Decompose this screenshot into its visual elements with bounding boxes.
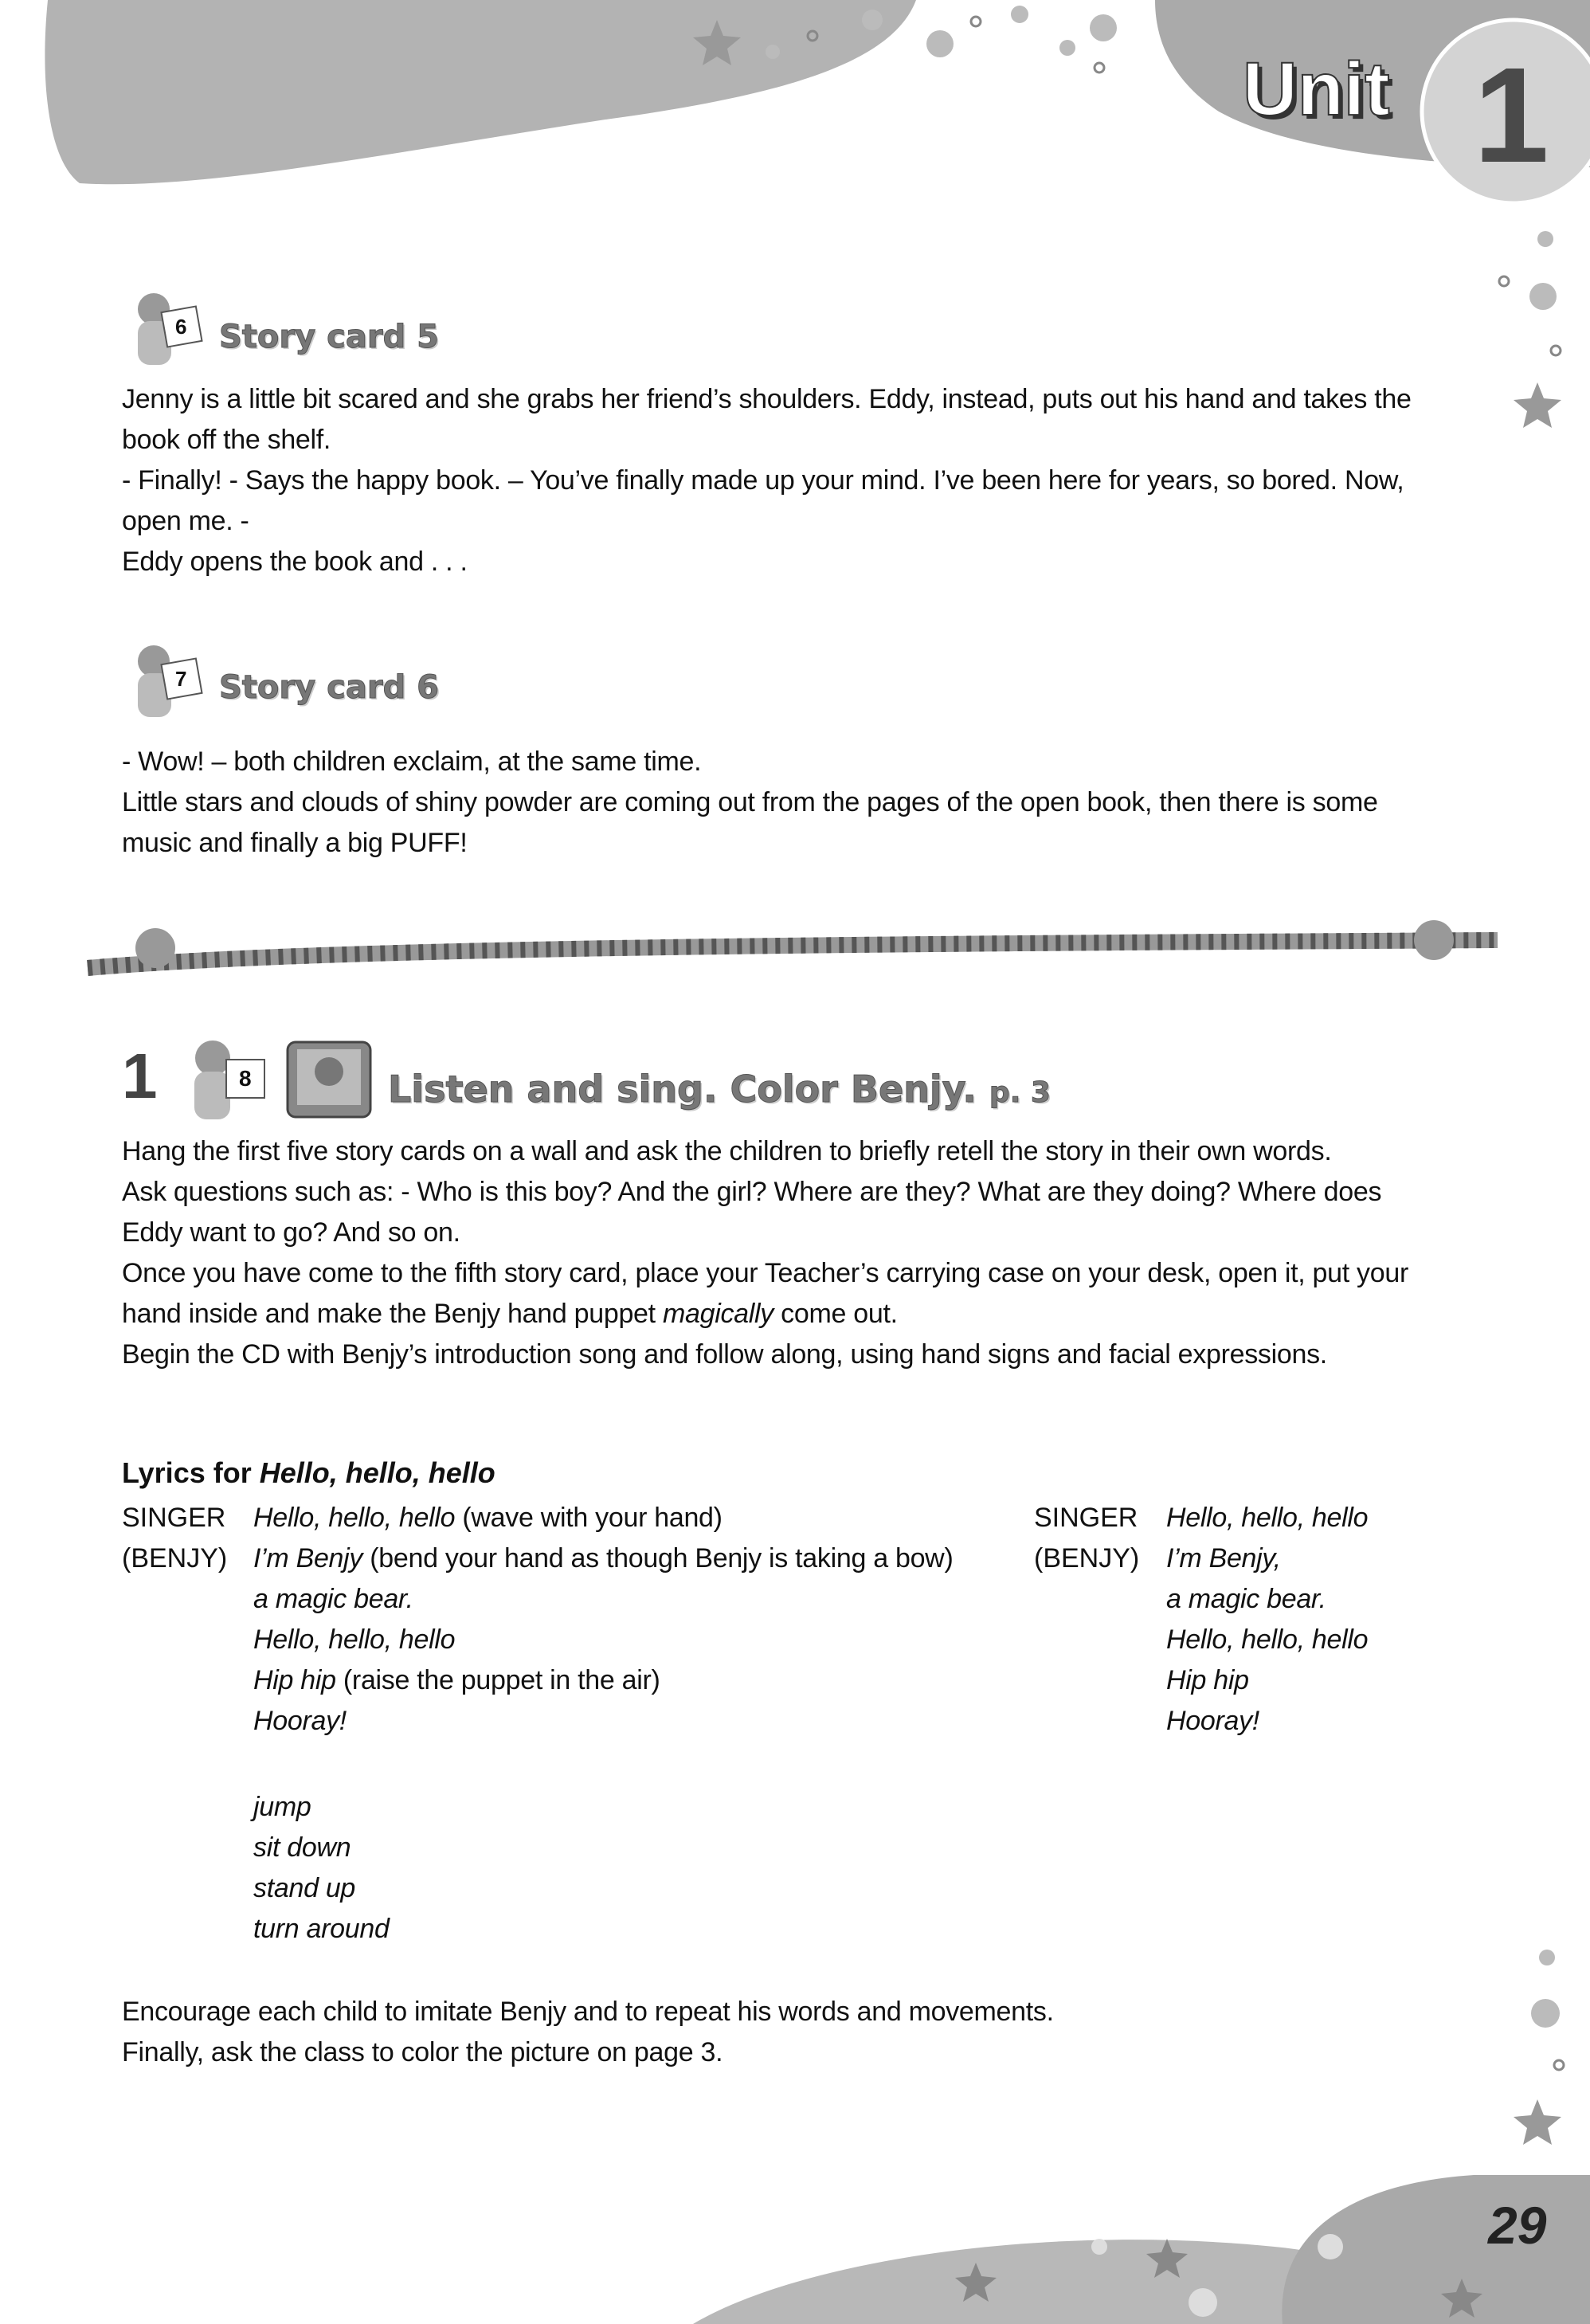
lyrics-left-column (253, 1498, 953, 1742)
benjy-label: (BENJY) (1034, 1543, 1140, 1574)
lyric-line (253, 1660, 953, 1701)
lyric-direction: (wave with your hand) (455, 1503, 723, 1533)
top-left-swoosh (45, 0, 916, 184)
unit-label: Unit (1243, 47, 1390, 131)
paragraph-line: Hang the first five story cards on a wall and ask the children to briefly retell the story in their own words. (122, 1136, 1332, 1166)
paragraph-line: Ask questions such as: - Who is this boy? And the girl? Where are they? What are they doing? Where does Eddy want to go? And so on. (122, 1177, 1382, 1248)
bear-track-icon (126, 289, 203, 367)
story-card-title: Story card 6 (219, 669, 439, 706)
variation-line: jump (253, 1792, 311, 1822)
activity-number: 1 (122, 1041, 158, 1111)
track-number: 7 (175, 667, 187, 691)
song-title: Hello, hello, hello (259, 1456, 495, 1489)
lyric-line (253, 1498, 953, 1538)
variation-line: stand up (253, 1873, 356, 1903)
story-card-text (122, 742, 1428, 864)
lyric-text: I’m Benjy (253, 1543, 363, 1574)
paragraph-line: Encourage each child to imitate Benjy and to repeat his words and movements. (122, 1997, 1054, 2027)
lyrics-variations (253, 1787, 390, 1950)
activity-title (388, 1068, 1051, 1111)
story-card-text (122, 379, 1428, 582)
text-run: magically (662, 1299, 773, 1329)
page-reference: p. 3 (989, 1076, 1051, 1109)
lyric-line (253, 1701, 953, 1742)
lyric-line: Hooray! (1166, 1706, 1259, 1736)
paragraph-line: Little stars and clouds of shiny powder are coming out from the pages of the open book, then there is some music and finally a big PUFF! (122, 787, 1378, 858)
track-number: 8 (239, 1066, 252, 1091)
bear-track-icon (185, 1036, 268, 1122)
text-run: come out. (781, 1299, 898, 1329)
singer-label: SINGER (1034, 1503, 1138, 1533)
bear-track-icon (126, 641, 203, 719)
paragraph-line: Eddy opens the book and . . . (122, 547, 468, 577)
lyric-direction: (raise the puppet in the air) (335, 1665, 660, 1695)
lyric-text: a magic bear. (253, 1584, 413, 1614)
lyric-line: Hello, hello, hello (1166, 1503, 1369, 1533)
paragraph-line: Begin the CD with Benjy’s introduction song and follow along, using hand signs and facial expressions. (122, 1339, 1327, 1370)
paragraph-line: - Finally! - Says the happy book. – You’ve finally made up your mind. I’ve been here for years, so bored. Now, open me. - (122, 465, 1404, 536)
lyric-line (253, 1579, 953, 1620)
picture-book-icon (285, 1040, 373, 1119)
text-run: Once you have come to the fifth story card, place your Teacher’s carrying case on your desk, open it, put your hand inside and make the Benjy hand puppet (122, 1258, 1408, 1329)
paragraph-line: Finally, ask the class to color the picture on page 3. (122, 2037, 723, 2067)
variation-line: sit down (253, 1832, 351, 1863)
lyric-line: a magic bear. (1166, 1584, 1326, 1614)
lyric-line (253, 1538, 953, 1579)
activity-instructions (122, 1131, 1444, 1375)
lyric-line: I’m Benjy, (1166, 1543, 1281, 1574)
benjy-label: (BENJY) (122, 1543, 228, 1574)
story-card-title: Story card 5 (219, 319, 439, 355)
closing-text (122, 1992, 1444, 2073)
lyric-line: Hello, hello, hello (1166, 1624, 1369, 1655)
unit-number: 1 (1474, 40, 1549, 191)
lyric-line: Hip hip (1166, 1665, 1249, 1695)
lyric-text: Hip hip (253, 1665, 336, 1695)
lyrics-heading (122, 1456, 495, 1490)
paragraph-line: Jenny is a little bit scared and she grabs her friend’s shoulders. Eddy, instead, puts out his hand and takes the book off the shelf. (122, 384, 1412, 455)
lyrics-right-column (1166, 1498, 1368, 1742)
singer-label: SINGER (122, 1503, 226, 1533)
track-number: 6 (175, 315, 187, 339)
paragraph-line (122, 1253, 1444, 1334)
lyrics-heading-prefix: Lyrics for (122, 1456, 260, 1489)
lyric-text: Hello, hello, hello (253, 1503, 456, 1533)
page-number: 29 (1488, 2196, 1547, 2255)
activity-title-text: Listen and sing. Color Benjy. (388, 1068, 977, 1111)
paragraph-line: - Wow! – both children exclaim, at the same time. (122, 747, 702, 777)
lyric-line (253, 1620, 953, 1660)
lyric-direction: (bend your hand as though Benjy is taking a bow) (362, 1543, 954, 1574)
variation-line: turn around (253, 1914, 390, 1944)
rope-divider (88, 920, 1498, 968)
lyric-text: Hello, hello, hello (253, 1624, 456, 1655)
lyric-text: Hooray! (253, 1706, 347, 1736)
